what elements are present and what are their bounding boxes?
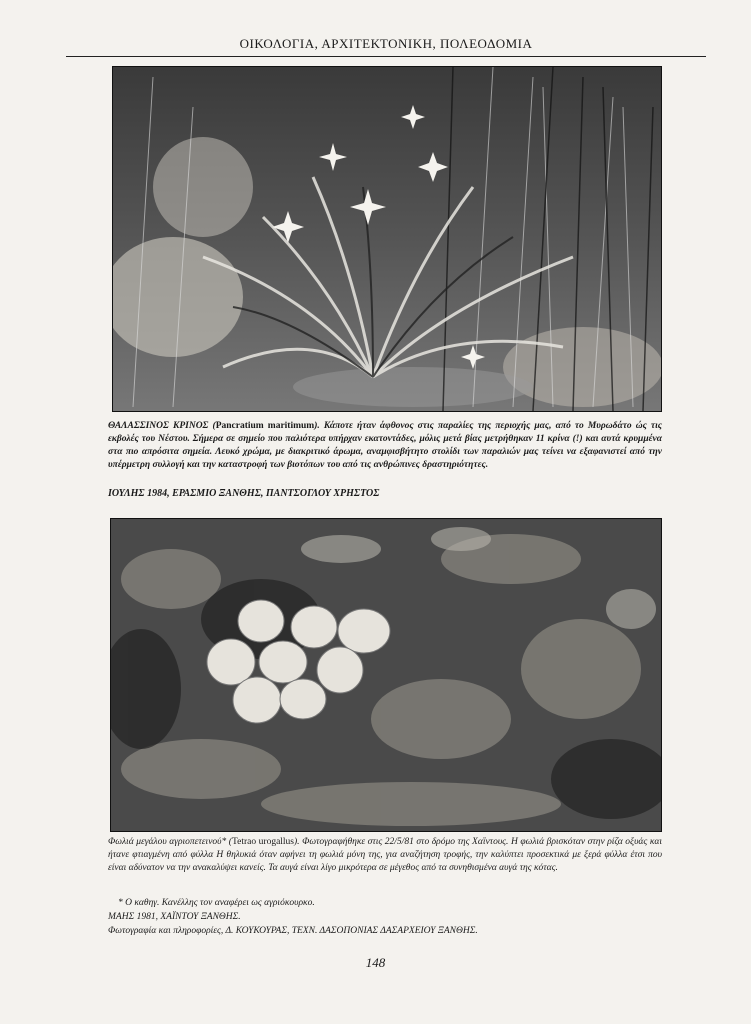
nest-credit-photographer: Φωτογραφία και πληροφορίες, Δ. ΚΟΥΚΟΥΡΑΣ, ΤΕΧΝ. ΔΑΣΟΠΟΝΙΑΣ ΔΑΣΑΡΧΕΙΟΥ ΞΑΝΘΗΣ. [108,926,478,936]
nest-eggs-photo [110,518,662,832]
nest-footnote: * Ο καθηγ. Κανέλλης τον αναφέρει ως αγριόκουρκο. [118,898,315,908]
sea-lily-photo [112,66,662,412]
header-rule [66,56,706,57]
sea-lily-credit: ΙΟΥΛΗΣ 1984, ΕΡΑΣΜΙΟ ΞΑΝΘΗΣ, ΠΑΝΤΣΟΓΛΟΥ ΧΡΗΣΤΟΣ [108,488,380,499]
nest-caption: Φωλιά μεγάλου αγριοπετεινού* (Tetrao urogallus). Φωτογραφήθηκε στις 22/5/81 στο δρόμο της Χαΐντους. Η φωλιά βρισκόταν στην ρίζα οξυάς και ήτανε φτιαγμένη από φύλλα Η θηλυκιά όταν αφήνει τη φωλιά μόνη της, για αναζήτηση τροφής, την καλύπτει προσεκτικά με ξερά φύλλα έτσι που είναι αδύνατον να την ανακαλύψει κανείς. Τα αυγά είναι λίγο μικρότερα σε μέγεθος από τα συνηθισμένα αυγά της κότας. [108,837,662,873]
nest-credit-date: ΜΑΗΣ 1981, ΧΑΪΝΤΟΥ ΞΑΝΘΗΣ. [108,912,241,922]
page-number: 148 [365,955,386,970]
sea-lily-caption: ΘΑΛΑΣΣΙΝΟΣ ΚΡΙΝΟΣ (Pancratium maritimum). Κάποτε ήταν άφθονος στις παραλίες της περιοχής μας, από το Μυρωδάτο ώς τις εκβολές του Νέστου. Σήμερα σε σημείο που παλιότερα υπήρχαν εκατοντάδες, μόλις μετά βίας μετρήθηκαν 11 κρίνα (!) και αυτά κρυμμένα στα πιο απρόσιτα σημεία. Λευκό χρώμα, με διακριτικό άρωμα, αναμφισβήτητο στολίδι των παραλιών μας τείνει να εξαφανιστεί από την υπέρμετρη συλλογή και την καταστροφή των βιοτόπων του από τις ανθρώπινες δραστηριότητες. [108,421,663,470]
page-header-title: ΟΙΚΟΛΟΓΙΑ, ΑΡΧΙΤΕΚΤΟΝΙΚΗ, ΠΟΛΕΟΔΟΜΙΑ [239,36,533,51]
